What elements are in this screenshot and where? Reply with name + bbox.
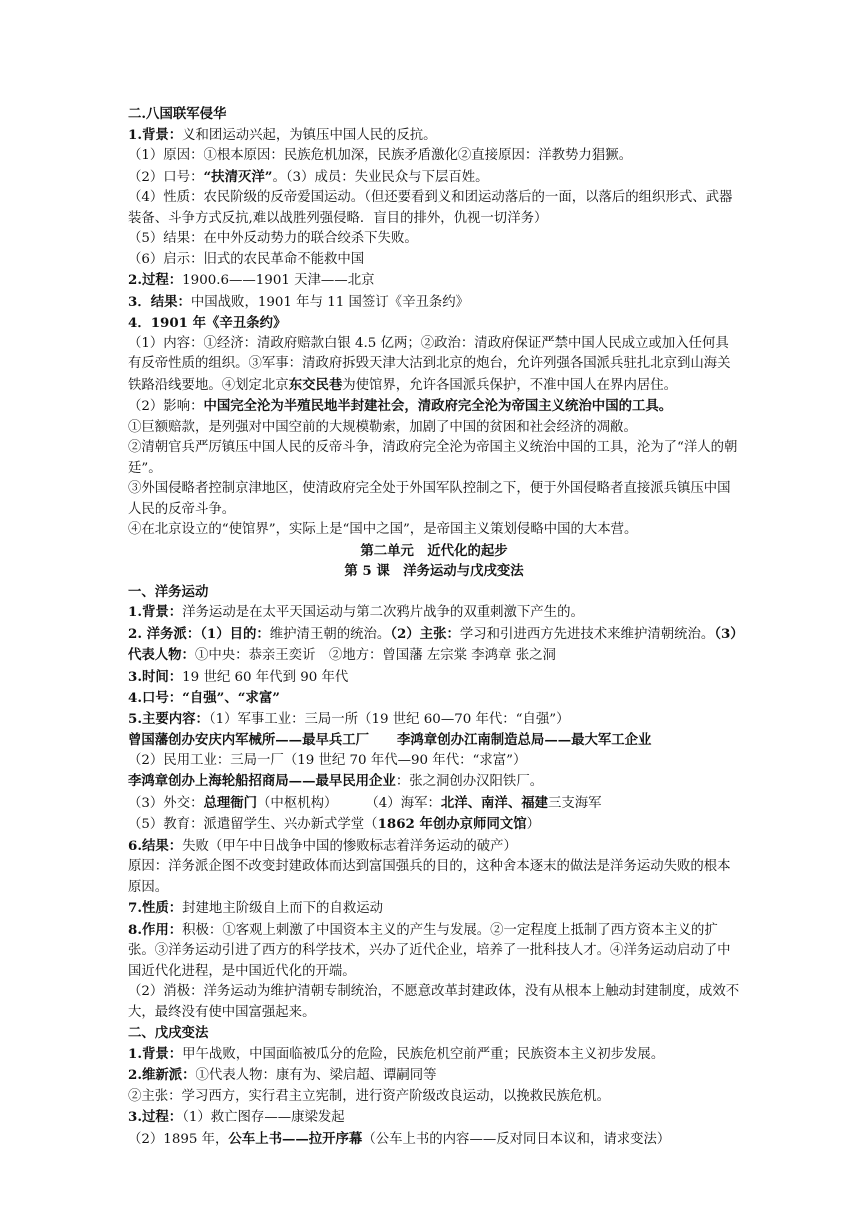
paragraph: 3．结果：中国战败，1901 年与 11 国签订《辛丑条约》 bbox=[128, 293, 470, 310]
paragraph: ①巨额赔款，是列强对中国空前的大规模勒索，加剧了中国的贫困和社会经济的凋敝。 bbox=[128, 419, 637, 435]
paragraph: （2）口号：“扶清灭洋”。（3）成员：失业民众与下层百姓。 bbox=[128, 168, 489, 185]
paragraph: 1.背景：甲午战败，中国面临被瓜分的危险，民族危机空前严重；民族资本主义初步发展。 bbox=[128, 1045, 665, 1062]
paragraph: （5）结果：在中外反动势力的联合绞杀下失败。 bbox=[128, 231, 418, 246]
paragraph: （4）性质：农民阶级的反帝爱国运动。（但还要看到义和团运动落后的一面，以落后的组织形式、武器装备、斗争方式反抗,难以战胜列强侵略．盲目的排外，仇视一切洋务） bbox=[128, 190, 733, 226]
paragraph: ③外国侵略者控制京津地区，使清政府完全处于外国军队控制之下，便于外国侵略者直接派兵镇压中国人民的反帝斗争。 bbox=[128, 481, 731, 517]
paragraph: （2）1895 年，公车上书——拉开序幕（公车上书的内容——反对同日本议和，请求变法） bbox=[128, 1130, 671, 1147]
paragraph: 2.维新派：①代表人物：康有为、梁启超、谭嗣同等 bbox=[128, 1067, 437, 1083]
paragraph: （2）影响：中国完全沦为半殖民地半封建社会，清政府完全沦为帝国主义统治中国的工具。 bbox=[128, 398, 673, 414]
document-body bbox=[128, 104, 740, 1150]
paragraph: （5）教育：派遣留学生、兴办新式学堂（1862 年创办京师同文馆） bbox=[128, 816, 541, 832]
paragraph: （6）启示：旧式的农民革命不能救中国 bbox=[128, 251, 365, 267]
section-title-eight-nation: 二.八国联军侵华 bbox=[128, 106, 227, 122]
paragraph: 3.时间：19 世纪 60 年代到 90 年代 bbox=[128, 668, 349, 685]
lesson-title: 第 5 课 洋务运动与戊戌变法 bbox=[344, 563, 524, 579]
paragraph: （3）外交：总理衙门（中枢机构） （4）海军：北洋、南洋、福建三支海军 bbox=[128, 794, 602, 811]
paragraph: （1）原因：①根本原因：民族危机加深，民族矛盾激化②直接原因：洋教势力猖獗。 bbox=[128, 148, 632, 163]
paragraph: 原因：洋务派企图不改变封建政体而达到富国强兵的目的，这种舍本逐末的做法是洋务运动失败的根本原因。 bbox=[128, 859, 731, 895]
unit-title: 第二单元 近代化的起步 bbox=[360, 542, 508, 559]
section-title-wuxu: 二、戊戌变法 bbox=[128, 1025, 209, 1041]
paragraph: 5.主要内容：（1）军事工业：三局一所（19 世纪 60—70 年代：“自强”） bbox=[128, 710, 570, 727]
paragraph: ②主张：学习西方，实行君主立宪制，进行资产阶级改良运动，以挽救民族危机。 bbox=[128, 1088, 611, 1104]
paragraph: 4.口号：“自强”、“求富” bbox=[128, 690, 280, 706]
paragraph: 3.过程：（1）救亡图存——康梁发起 bbox=[128, 1109, 345, 1125]
paragraph: 1.背景：洋务运动是在太平天国运动与第二次鸦片战争的双重刺激下产生的。 bbox=[128, 604, 584, 620]
paragraph: 6.结果：失败（甲午中日战争中国的惨败标志着洋务运动的破产） bbox=[128, 837, 517, 854]
section-title-yangwu: 一、洋务运动 bbox=[128, 583, 209, 600]
paragraph: 曾国藩创办安庆内军械所——最早兵工厂 李鸿章创办江南制造总局——最大军工企业 bbox=[128, 732, 652, 748]
paragraph: （2）民用工业：三局一厂（19 世纪 70 年代—90 年代：“求富”） bbox=[128, 752, 527, 768]
paragraph: 1.背景：义和团运动兴起，为镇压中国人民的反抗。 bbox=[128, 126, 437, 143]
paragraph: （2）消极：洋务运动为维护清朝专制统治，不愿意改革封建政体，没有从根本上触动封建制度，成效不大，最终没有使中国富强起来。 bbox=[128, 984, 740, 1020]
paragraph: （1）内容：①经济：清政府赔款白银 4.5 亿两；②政治：清政府保证严禁中国人民成立或加入任何具有反帝性质的组织。③军事：清政府拆毁天津大沽到北京的炮台，允许列强各国派兵驻扎北京到山海关铁路沿线要地。④划定北京东交民巷为使馆界，允许各国派兵保护，不准中国人在界内居住。 bbox=[128, 335, 731, 393]
paragraph: 2.过程：1900.6——1901 天津——北京 bbox=[128, 272, 375, 288]
paragraph: 7.性质：封建地主阶级自上而下的自救运动 bbox=[128, 900, 384, 916]
paragraph: 8.作用：积极：①客观上刺激了中国资本主义的产生与发展。②一定程度上抵制了西方资本主义的扩张。③洋务运动引进了西方的科学技术，兴办了近代企业，培养了一批科技人才。④洋务运动启动了中国近代化进程，是中国近代化的开端。 bbox=[128, 921, 731, 979]
subsection-title-treaty: 4．1901 年《辛丑条约》 bbox=[128, 315, 287, 331]
paragraph: 2. 洋务派：（1）目的：维护清王朝的统治。（2）主张：学习和引进西方先进技术来维护清朝统治。（3）代表人物：①中央：恭亲王奕䜣 ②地方：曾国藩 左宗棠 李鸿章 张之洞 bbox=[128, 625, 737, 663]
paragraph: 李鸿章创办上海轮船招商局——最早民用企业：张之洞创办汉阳铁厂。 bbox=[128, 773, 544, 789]
paragraph: ②清朝官兵严厉镇压中国人民的反帝斗争，清政府完全沦为帝国主义统治中国的工具，沦为了“洋人的朝廷”。 bbox=[128, 440, 738, 476]
paragraph: ④在北京设立的“使馆界”，实际上是“国中之国”，是帝国主义策划侵略中国的大本营。 bbox=[128, 522, 638, 537]
